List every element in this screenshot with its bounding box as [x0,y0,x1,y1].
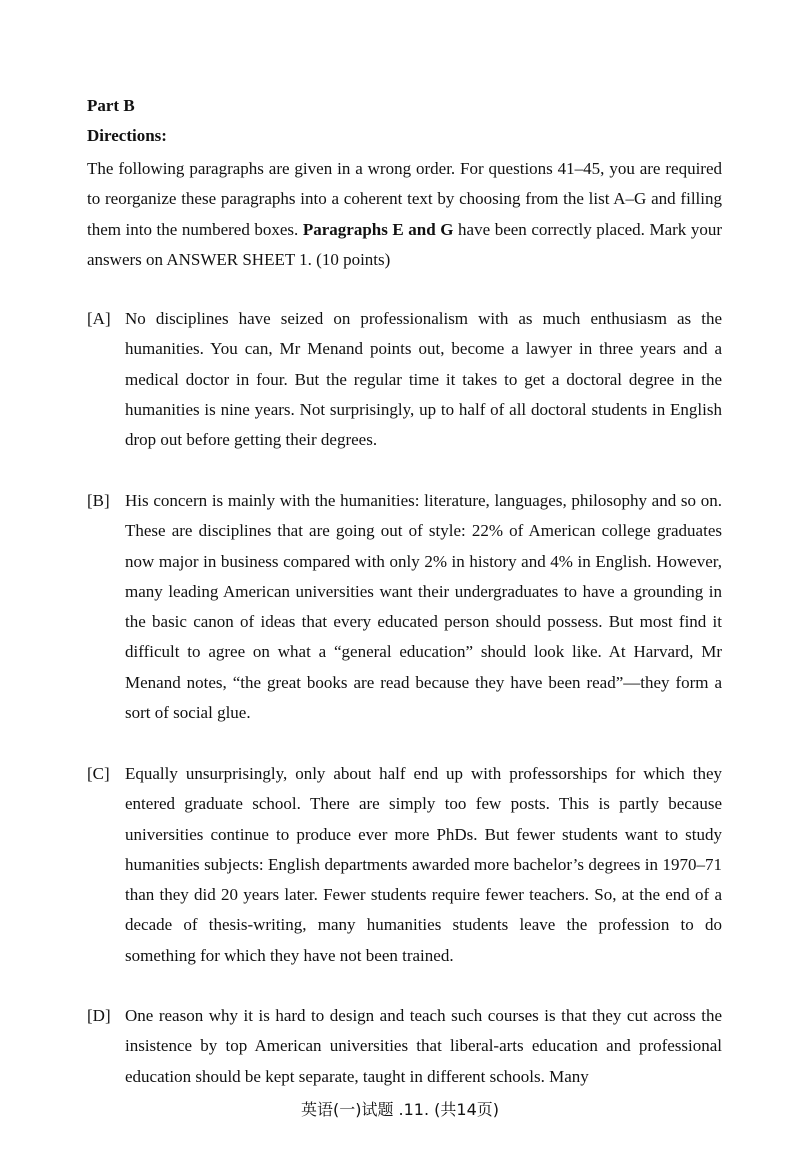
paragraph-label: [C] [87,764,110,783]
paragraph-a [87,304,722,455]
paragraph-label: [A] [87,309,111,328]
paragraph-text: His concern is mainly with the humanities: literature, languages, philosophy and so on. These are disciplines that are going out of style: 22% of American college graduates now major in business compared with only 2% in history and 4% in English. However, many leading American universities want their undergraduates to have a grounding in the basic canon of ideas that every educated person should possess. But most find it difficult to agree on what a “general education” should look like. At Harvard, Mr Menand notes, “the great books are read because they have been read”—they form a sort of social glue. [125,491,722,723]
paragraph-b [87,486,722,728]
paragraph-d [87,1001,722,1092]
paragraph-text: Equally unsurprisingly, only about half end up with professorships for which they entered graduate school. There are simply too few posts. This is partly because universities continue to produce ever more PhDs. But fewer students want to study humanities subjects: English departments awarded more bachelor’s degrees in 1970–71 than they did 20 years later. Fewer students require fewer teachers. So, at the end of a decade of thesis-writing, many humanities students leave the profession to do something for which they have not been trained. [125,764,722,965]
directions-bold-text: Paragraphs E and G [302,219,454,239]
paragraph-text: No disciplines have seized on professionalism with as much enthusiasm as the humanities. You can, Mr Menand points out, become a lawyer in three years and a medical doctor in four. But the regular time it takes to get a doctoral degree in the humanities is nine years. Not surprisingly, up to half of all doctoral students in English drop out before getting their degrees. [125,309,722,450]
paragraph-c [87,759,722,971]
part-title: Part B [87,96,135,115]
paragraph-label: [D] [87,1006,111,1025]
page-footer: 英语(一)试题 .11. (共14页) [300,1100,500,1119]
directions-text-after: have been correctly placed. Mark your answers on ANSWER SHEET 1. (10 points) [87,219,722,269]
paragraph-text: One reason why it is hard to design and teach such courses is that they cut across the insistence by top American universities that liberal-arts education and professional education should be kept separate, taught in different schools. Many [125,1006,722,1086]
paragraph-label: [B] [87,491,110,510]
directions-text [87,154,722,275]
directions-title: Directions: [87,126,167,145]
directions-text-before: The following paragraphs are given in a wrong order. For questions 41–45, you are required to reorganize these paragraphs into a coherent text by choosing from the list A–G and filling them into the numbered boxes. [87,159,722,239]
